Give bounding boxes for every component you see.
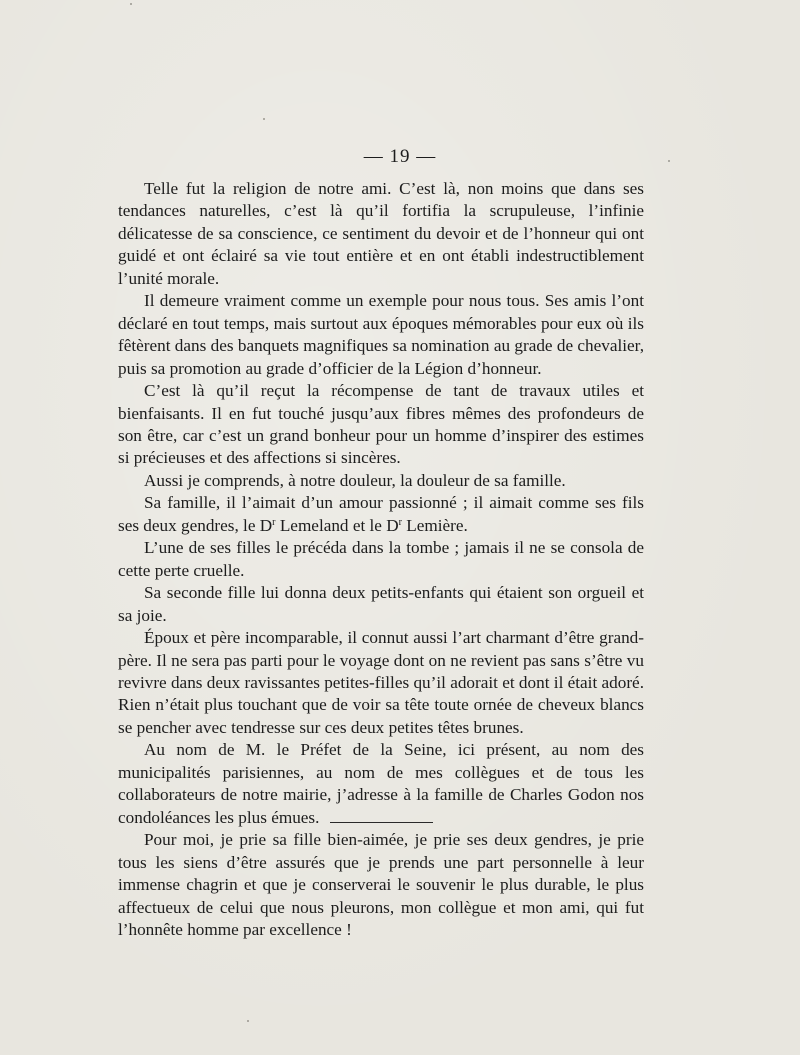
paper-speck: [263, 118, 265, 120]
body-text: [118, 178, 644, 941]
doctor-superscript: r: [398, 516, 402, 528]
paragraph: Époux et père incomparable, il connut aussi l’art charmant d’être grand-père. Il ne sera pas parti pour le voyage dont on ne revient pas sans s’être vu revivre dans deux ravissantes petites-filles qu’il adorait et dont il était adoré. Rien n’était plus touchant que de voir sa tête toute ornée de cheveux blancs se pencher avec tendresse sur ces deux petites têtes brunes.: [118, 628, 644, 737]
doctor-superscript: r: [272, 516, 276, 528]
page-number: — 19 —: [363, 146, 437, 167]
family-text-part1: Sa famille, il l’aimait d’un amour passionné ; il aimait comme ses fils ses deux gendres, le D: [118, 493, 644, 535]
paragraph: Telle fut la religion de notre ami. C’est là, non moins que dans ses tendances naturelles, c’est là qu’il fortifia la scrupuleuse, l’infinie délicatesse de sa conscience, ce sentiment du devoir et de l’honneur qui ont guidé et ont éclairé sa vie tout entière et en ont établi indestructiblement l’unité morale.: [118, 179, 644, 288]
paragraph: Au nom de M. le Préfet de la Seine, ici présent, au nom des municipalités parisiennes, au nom de mes collègues et de tous les collaborateurs de notre mairie, j’adresse à la famille de Charles Godon nos condoléances les plus émues.: [118, 740, 644, 827]
paragraph-family: [118, 492, 644, 537]
paragraph: Pour moi, je prie sa fille bien-aimée, je prie ses deux gendres, je prie tous les siens d’être assurés que je prends une part personnelle à leur immense chagrin et que je conserverai le souvenir le plus durable, le plus affectueux de celui que nous pleurons, mon collègue et mon ami, qui fut l’honnête homme par excellence !: [118, 830, 644, 939]
paragraph: Il demeure vraiment comme un exemple pour nous tous. Ses amis l’ont déclaré en tout temps, mais surtout aux époques mémorables pour eux où ils fêtèrent dans des banquets magnifiques sa nomination au grade de chevalier, puis sa promotion au grade d’officier de la Légion d’honneur.: [118, 291, 644, 378]
closing-rule: [330, 822, 433, 823]
paragraph: Aussi je comprends, à notre douleur, la douleur de sa famille.: [144, 470, 566, 490]
paragraph: Sa seconde fille lui donna deux petits-enfants qui étaient son orgueil et sa joie.: [118, 583, 644, 625]
family-text-part3: Lemière.: [401, 515, 468, 535]
paper-speck: [247, 1020, 249, 1022]
paper-speck: [130, 3, 132, 5]
paragraph: L’une de ses filles le précéda dans la tombe ; jamais il ne se consola de cette perte cruelle.: [118, 538, 644, 580]
family-text-part2: Lemeland et le D: [275, 515, 399, 535]
paragraph: C’est là qu’il reçut la récompense de tant de travaux utiles et bienfaisants. Il en fut touché jusqu’aux fibres mêmes des profondeurs de son être, car c’est un grand bonheur pour un homme d’inspirer des estimes si précieuses et des affections si sincères.: [118, 381, 644, 468]
paper-speck: [668, 160, 670, 162]
